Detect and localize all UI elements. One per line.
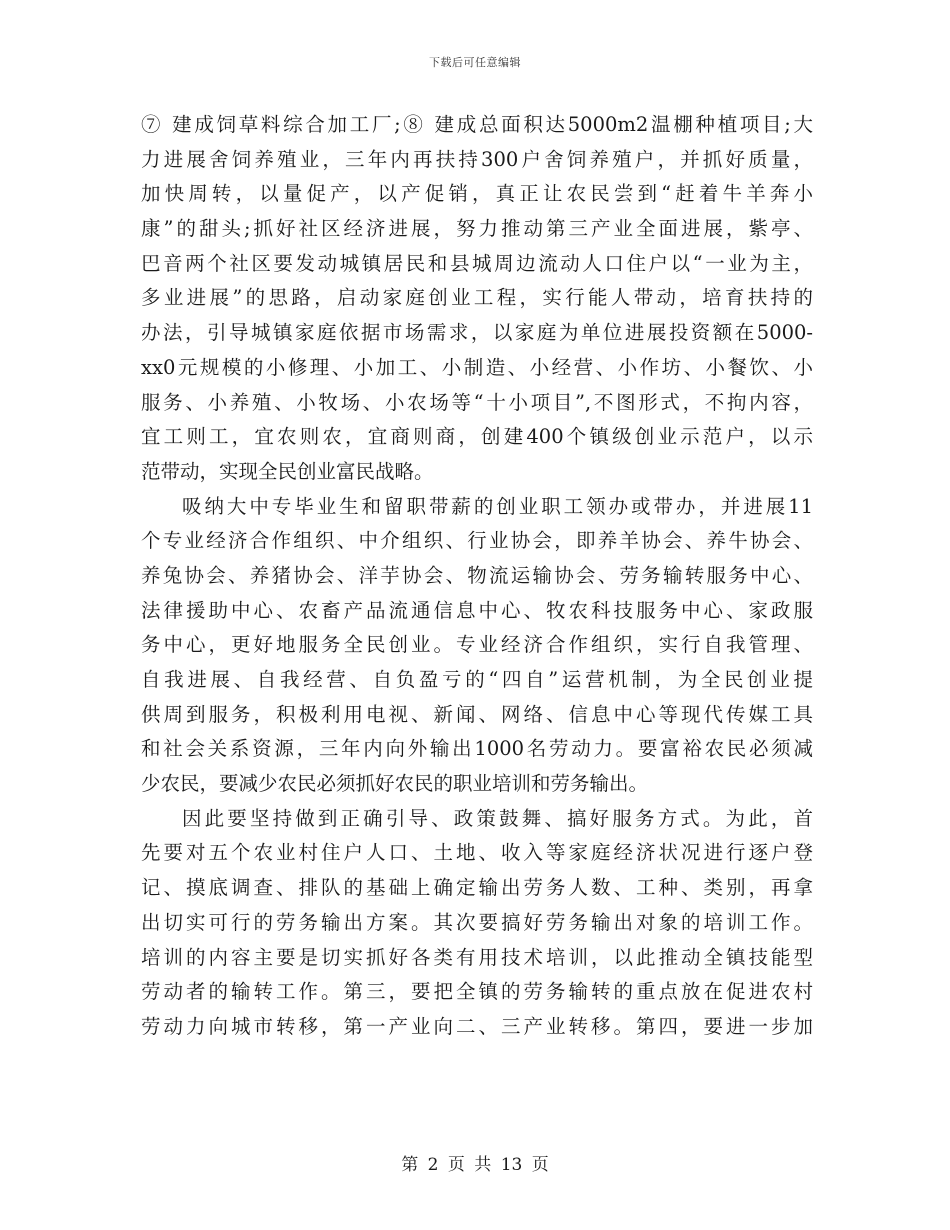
text-line: 出切实可行的劳务输出方案。其次要搞好劳务输出对象的培训工作。 — [141, 910, 813, 934]
text-line: 记、摸底调查、排队的基础上确定输出劳务人数、工种、类别，再拿 — [141, 876, 813, 900]
text-line: 服务、小养殖、小牧场、小农场等“十小项目”,不图形式，不拘内容， — [141, 390, 813, 414]
text-line: 康”的甜头;抓好社区经济进展，努力推动第三产业全面进展，紫亭、 — [141, 217, 813, 241]
text-line: 加快周转，以量促产，以产促销，真正让农民尝到“赶着牛羊奔小 — [141, 182, 813, 206]
text-line: 先要对五个农业村住户人口、土地、收入等家庭经济状况进行逐户登 — [141, 841, 813, 865]
page-number: 第 2 页 共 13 页 — [401, 1155, 549, 1175]
text-line: ⑦ 建成饲草料综合加工厂;⑧ 建成总面积达5000m2温棚种植项目;大 — [141, 113, 813, 136]
paragraph — [141, 490, 813, 802]
page-header: 下载后可任意编辑 — [429, 56, 521, 69]
text-line: 劳动力向城市转移，第一产业向二、三产业转移。第四，要进一步加 — [141, 1014, 813, 1038]
text-line: 供周到服务，积极利用电视、新闻、网络、信息中心等现代传媒工具 — [141, 702, 813, 726]
text-line: 务中心，更好地服务全民创业。专业经济合作组织，实行自我管理、 — [141, 633, 813, 657]
paragraph — [141, 108, 813, 490]
text-line: 个专业经济合作组织、中介组织、行业协会，即养羊协会、养牛协会、 — [141, 529, 813, 553]
text-line: 办法，引导城镇家庭依据市场需求，以家庭为单位进展投资额在5000- — [141, 321, 813, 345]
text-line: 吸纳大中专毕业生和留职带薪的创业职工领办或带办，并进展11 — [182, 494, 813, 518]
text-line: 养兔协会、养猪协会、洋芋协会、物流运输协会、劳务输转服务中心、 — [141, 563, 813, 587]
text-line: 力进展舍饲养殖业，三年内再扶持300户舍饲养殖户，并抓好质量， — [141, 147, 813, 171]
document-body — [141, 108, 813, 1045]
text-line: 因此要坚持做到正确引导、政策鼓舞、搞好服务方式。为此，首 — [182, 806, 813, 830]
text-line: xx0元规模的小修理、小加工、小制造、小经营、小作坊、小餐饮、小 — [141, 355, 813, 379]
text-line: 巴音两个社区要发动城镇居民和县城周边流动人口住户以“一业为主， — [141, 251, 813, 275]
text-line: 和社会关系资源，三年内向外输出1000名劳动力。要富裕农民必须减 — [141, 737, 813, 761]
text-line: 劳动者的输转工作。第三，要把全镇的劳务输转的重点放在促进农村 — [141, 980, 813, 1004]
text-line: 自我进展、自我经营、自负盈亏的“四自”运营机制，为全民创业提 — [141, 668, 813, 691]
text-line: 多业进展”的思路，启动家庭创业工程，实行能人带动，培育扶持的 — [141, 286, 813, 310]
text-line: 培训的内容主要是切实抓好各类有用技术培训，以此推动全镇技能型 — [141, 945, 813, 969]
text-line: 少农民，要减少农民必须抓好农民的职业培训和劳务输出。 — [141, 772, 649, 796]
text-line: 宜工则工，宜农则农，宜商则商，创建400个镇级创业示范户，以示 — [141, 425, 813, 449]
paragraph — [141, 802, 813, 1045]
text-line: 法律援助中心、农畜产品流通信息中心、牧农科技服务中心、家政服 — [141, 598, 813, 622]
text-line: 范带动，实现全民创业富民战略。 — [141, 459, 434, 483]
